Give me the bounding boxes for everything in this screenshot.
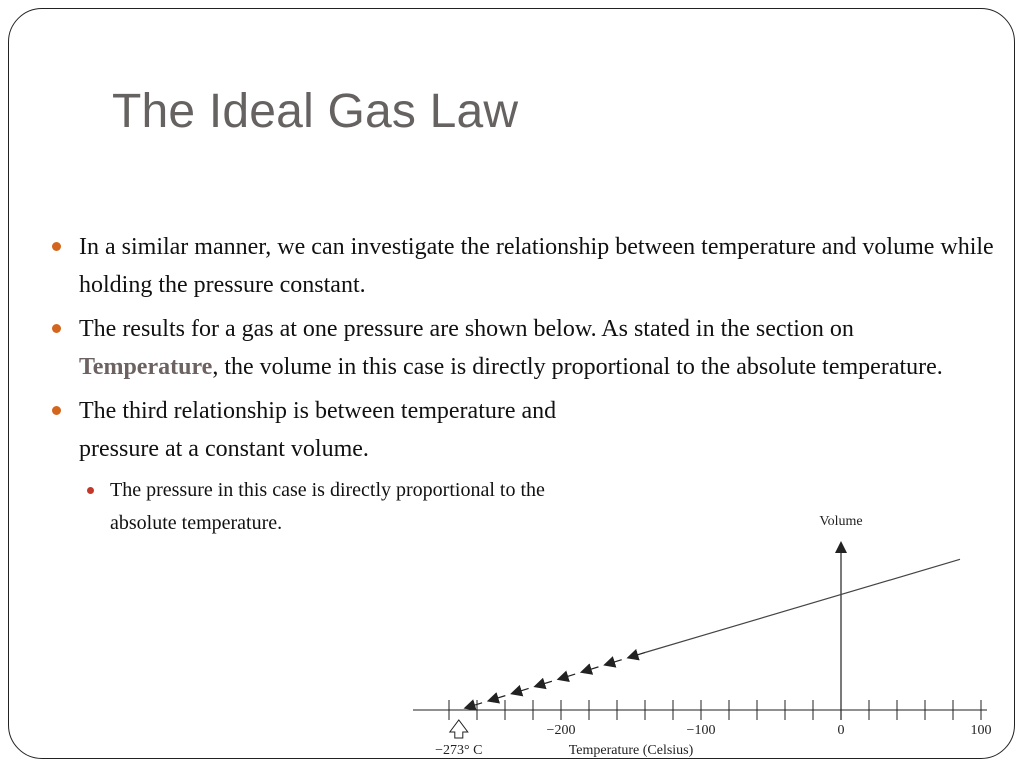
series-extrapolated-segment bbox=[516, 688, 529, 692]
bullet-dot-icon bbox=[52, 324, 61, 333]
x-tick-label: 100 bbox=[970, 723, 992, 738]
bullet-text: The third relationship is between temperature and pressure at a constant volume. bbox=[79, 398, 557, 462]
x-tick-label: 0 bbox=[837, 723, 845, 738]
series-measured-line bbox=[645, 559, 960, 652]
x-tick-label: −100 bbox=[686, 723, 716, 738]
bullet-item bbox=[50, 228, 995, 304]
series-extrapolated-segment bbox=[632, 653, 645, 657]
series-extrapolated-segment bbox=[469, 703, 482, 707]
series-extrapolated-segment bbox=[586, 667, 599, 671]
bullet-text-before: The results for a gas at one pressure are shown below. As stated in the section on bbox=[79, 316, 854, 342]
absolute-zero-arrow-icon bbox=[450, 720, 468, 738]
bullet-item bbox=[50, 310, 995, 386]
sub-bullet-dot-icon bbox=[87, 487, 94, 494]
absolute-zero-label: −273° C bbox=[435, 743, 483, 758]
series-extrapolated-segment bbox=[493, 696, 506, 700]
temperature-link[interactable]: Temperature bbox=[79, 354, 213, 380]
x-tick-label: −200 bbox=[546, 723, 576, 738]
bullet-text-after: , the volume in this case is directly proportional to the absolute temperature. bbox=[212, 354, 943, 380]
series-extrapolated-segment bbox=[562, 674, 575, 678]
series-extrapolated-segment bbox=[609, 660, 622, 664]
bullet-text: In a similar manner, we can investigate the relationship between temperature and volume while holding the pressure constant. bbox=[79, 234, 994, 298]
slide-title: The Ideal Gas Law bbox=[112, 85, 519, 138]
bullet-list bbox=[50, 228, 995, 540]
series-extrapolated-segment bbox=[539, 681, 552, 685]
x-axis-label: Temperature (Celsius) bbox=[568, 743, 694, 758]
bullet-item bbox=[50, 392, 609, 468]
bullet-dot-icon bbox=[52, 406, 61, 415]
bullet-dot-icon bbox=[52, 242, 61, 251]
sub-bullet-text: The pressure in this case is directly proportional to the absolute temperature. bbox=[110, 479, 545, 534]
volume-temperature-chart bbox=[405, 505, 1005, 760]
y-axis-label: Volume bbox=[819, 514, 863, 529]
